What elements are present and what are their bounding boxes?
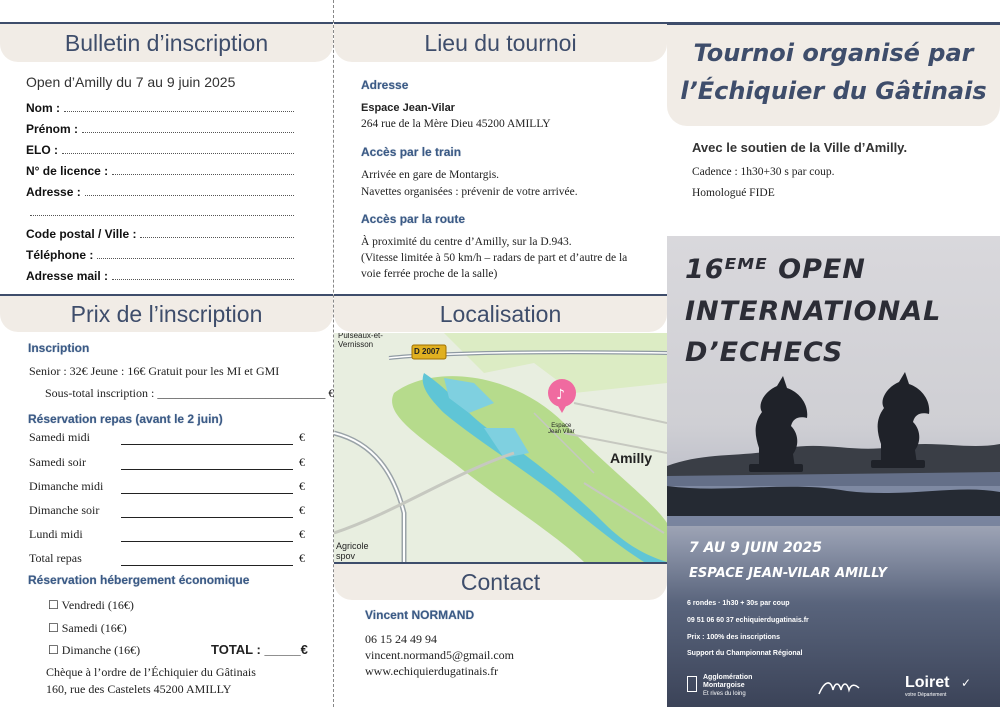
registration-title: Bulletin d’inscription bbox=[64, 30, 269, 56]
localisation-header bbox=[334, 294, 667, 332]
road-line-2: (Vitesse limitée à 50 km/h – radars de part et d’autre de la bbox=[361, 252, 628, 264]
field-code-postal[interactable]: Code postal / Ville : bbox=[26, 227, 294, 241]
event-poster bbox=[667, 236, 1000, 707]
meal-row-samedi-midi[interactable]: Samedi midi € bbox=[29, 430, 305, 444]
svg-text:♪: ♪ bbox=[556, 387, 565, 403]
field-adresse[interactable]: Adresse : bbox=[26, 185, 294, 199]
inscription-rates: Senior : 32€ Jeune : 16€ Gratuit pour les MI et GMI bbox=[29, 364, 280, 378]
agglo-logo: Agglomération Montargoise Et rives du loing bbox=[703, 674, 753, 697]
field-elo[interactable]: ELO : bbox=[26, 143, 294, 157]
event-line: Open d’Amilly du 7 au 9 juin 2025 bbox=[26, 74, 236, 90]
cheque-line-2: 160, rue des Castelets 45200 AMILLY bbox=[46, 682, 232, 696]
homologation-line: Homologué FIDE bbox=[692, 187, 775, 199]
lodging-heading: Réservation hébergement économique bbox=[28, 573, 250, 587]
poster-title-1: 16ᴱᴹᴱ OPEN bbox=[685, 254, 866, 285]
field-nom[interactable]: Nom : bbox=[26, 101, 294, 115]
lodging-sunday[interactable]: ☐ Dimanche (16€) bbox=[48, 643, 141, 657]
map-label-top-left: Pulseaux-et- Vernisson bbox=[338, 333, 383, 349]
price-title: Prix de l’inscription bbox=[70, 301, 263, 327]
organizer-title-1: Tournoi organisé par bbox=[693, 39, 974, 67]
location-map[interactable] bbox=[334, 333, 667, 562]
poster-venue: ESPACE JEAN-VILAR AMILLY bbox=[689, 566, 887, 581]
train-line-1: Arrivée en gare de Montargis. bbox=[361, 169, 500, 181]
lodging-friday[interactable]: ☐ Vendredi (16€) bbox=[48, 598, 134, 612]
loiret-logo-sub: votre Département bbox=[905, 692, 947, 698]
loiret-logo-icon: ✓ bbox=[961, 676, 972, 690]
poster-dates: 7 AU 9 JUIN 2025 bbox=[689, 540, 823, 556]
meal-row-samedi-soir[interactable]: Samedi soir € bbox=[29, 455, 305, 469]
road-line-1: À proximité du centre d’Amilly, sur la D.943. bbox=[361, 236, 572, 248]
road-line-3: voie ferrée proche de la salle) bbox=[361, 268, 498, 280]
meal-row-total[interactable]: Total repas € bbox=[29, 551, 305, 565]
field-prenom[interactable]: Prénom : bbox=[26, 122, 294, 136]
train-line-2: Navettes organisées : prévenir de votre arrivée. bbox=[361, 186, 578, 198]
poster-title-2: INTERNATIONAL bbox=[685, 296, 942, 327]
total-field[interactable]: TOTAL : _____€ bbox=[211, 642, 308, 657]
road-heading: Accès par la route bbox=[361, 212, 466, 226]
place-address: 264 rue de la Mère Dieu 45200 AMILLY bbox=[361, 118, 551, 130]
venue-column bbox=[334, 0, 667, 707]
organizer-title-2: l’Échiquier du Gâtinais bbox=[680, 77, 987, 105]
loiret-logo: Loiret bbox=[905, 674, 950, 691]
poster-phone-web: 09 51 06 60 37 echiquierdugatinais.fr bbox=[687, 617, 809, 624]
cheque-line-1: Chèque à l’ordre de l’Échiquier du Gâtinais bbox=[46, 665, 256, 679]
organizer-header bbox=[667, 22, 1000, 126]
venue-header bbox=[334, 22, 667, 62]
field-email[interactable]: Adresse mail : bbox=[26, 269, 294, 283]
contact-website[interactable]: www.echiquierdugatinais.fr bbox=[365, 664, 499, 678]
support-line: Avec le soutien de la Ville d’Amilly. bbox=[692, 140, 908, 155]
lodging-saturday[interactable]: ☐ Samedi (16€) bbox=[48, 621, 127, 635]
contact-header bbox=[334, 562, 667, 600]
meal-row-dimanche-soir[interactable]: Dimanche soir € bbox=[29, 503, 305, 517]
cadence-line: Cadence : 1h30+30 s par coup. bbox=[692, 166, 835, 178]
contact-email[interactable]: vincent.normand5@gmail.com bbox=[365, 648, 515, 662]
venue-title: Lieu du tournoi bbox=[424, 30, 577, 56]
field-adresse-2[interactable] bbox=[26, 206, 294, 216]
meal-row-lundi-midi[interactable]: Lundi midi € bbox=[29, 527, 305, 541]
amilly-logo-icon bbox=[817, 676, 861, 698]
map-label-bottom-left: Agricole spov bbox=[336, 541, 369, 561]
price-header bbox=[0, 294, 333, 332]
address-heading: Adresse bbox=[361, 78, 409, 92]
localisation-title: Localisation bbox=[439, 301, 562, 327]
map-graphic bbox=[334, 333, 667, 562]
train-heading: Accès par le train bbox=[361, 145, 462, 159]
contact-phone[interactable]: 06 15 24 49 94 bbox=[365, 632, 437, 646]
poster-support: Support du Championnat Régional bbox=[687, 650, 803, 657]
agglo-logo-icon bbox=[687, 676, 697, 692]
field-licence[interactable]: N° de licence : bbox=[26, 164, 294, 178]
poster-prize: Prix : 100% des inscriptions bbox=[687, 634, 780, 641]
subtotal-row[interactable]: Sous-total inscription : ____________________________ € bbox=[45, 386, 335, 400]
map-label-town: Amilly bbox=[610, 450, 653, 466]
registration-column bbox=[0, 0, 333, 707]
contact-name: Vincent NORMAND bbox=[365, 608, 475, 622]
registration-header bbox=[0, 22, 333, 62]
map-label-road: D 2007 bbox=[414, 347, 440, 356]
meal-row-dimanche-midi[interactable]: Dimanche midi € bbox=[29, 479, 305, 493]
poster-rounds: 6 rondes · 1h30 + 30s par coup bbox=[687, 600, 790, 607]
inscription-heading: Inscription bbox=[28, 341, 90, 355]
poster-title-3: D’ECHECS bbox=[685, 337, 844, 368]
place-name: Espace Jean-Vilar bbox=[361, 102, 455, 114]
map-label-poi: Espace Jean Vilar bbox=[548, 423, 575, 435]
meals-heading: Réservation repas (avant le 2 juin) bbox=[28, 412, 223, 426]
field-telephone[interactable]: Téléphone : bbox=[26, 248, 294, 262]
contact-title: Contact bbox=[460, 569, 541, 595]
